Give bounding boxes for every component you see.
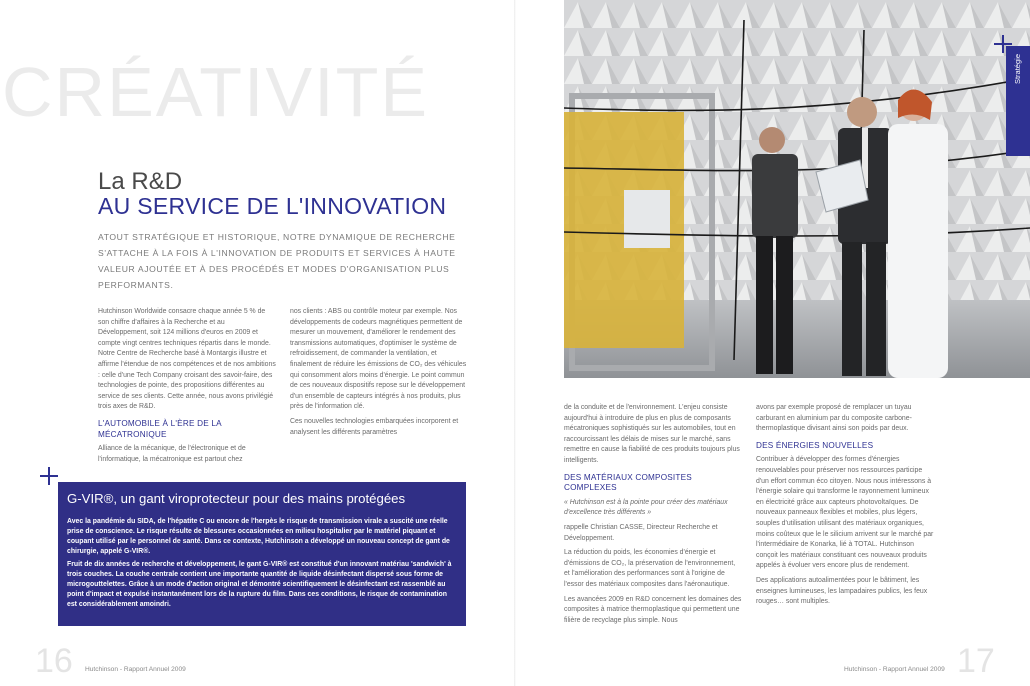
section-tab-label: Stratégie xyxy=(1013,54,1022,85)
paragraph: Alliance de la mécanique, de l'électronique et de l'informatique, la mécatronique est partout chez xyxy=(98,445,246,463)
lab-photo xyxy=(564,0,1030,378)
section-tab xyxy=(1006,46,1030,156)
anechoic-lab-illustration xyxy=(564,0,1030,378)
page-number-left: 16 xyxy=(35,642,73,680)
text-column-2 xyxy=(290,307,468,442)
paragraph: La réduction du poids, les économies d'énergie et d'émissions de CO₂, la préservation de l'environnement, et l'amélioration des performances sont à l'origine de l'essor des matériaux composites dans l'aéronautique. xyxy=(564,549,736,588)
lead-paragraph: ATOUT STRATÉGIQUE ET HISTORIQUE, NOTRE DYNAMIQUE DE RECHERCHE S'ATTACHE À LA FOIS À L'INNOVATION DE PRODUITS ET SERVICES À HAUTE VALEUR AJOUTÉE ET À DES PROCÉDÉS ET MODES D'ORGANISATION PLUS PERFORMANTS. xyxy=(98,232,456,290)
paragraph: avons par exemple proposé de remplacer un tuyau carburant en aluminium par du composite carbone-thermoplastique divisant ainsi son poids par deux. xyxy=(756,404,912,433)
page-gutter xyxy=(514,0,516,686)
paragraph: Contribuer à développer des formes d'énergies renouvelables pour préserver nos ressources participe d'un effort commun éco citoyen. Nous nous intéressons à l'énergie solaire qui transforme le rayonnement lumineux en électricité grâce aux capteurs photovoltaïques. De nouveaux panneaux flexibles et mobiles, plus légers, souples d'utilisation utilisant des matériaux organiques, moins coûteux que le le silicium arrivent sur le marché par l'intermédiaire de Konarka, lié à TOTAL. Hutchinson conçoit les matériaux constituant ces nouveaux produits appelés à évoluer vers encore plus de rendement. xyxy=(756,456,934,570)
page-number-right: 17 xyxy=(957,642,995,680)
text-column-3 xyxy=(564,403,742,630)
paragraph: Des applications autoalimentées pour le bâtiment, les enseignes lumineuses, les lampadaires publics, les feux rouges… sont multiples. xyxy=(756,576,928,606)
section-heading-mecatronique: L'AUTOMOBILE À L'ÈRE DE LA MÉCATRONIQUE xyxy=(98,418,222,439)
paragraph: de la conduite et de l'environnement. L'enjeu consiste aujourd'hui à introduire de plus en plus de composants mécatroniques sophistiqués sur les automobiles, tout en raccourcissant les délais de mises sur le marché, sans remettre en cause la fiabilité de ces produits toujours plus intelligents. xyxy=(564,404,740,464)
footer-left: Hutchinson - Rapport Annuel 2009 xyxy=(85,666,186,673)
footer-right: Hutchinson - Rapport Annuel 2009 xyxy=(844,666,945,673)
section-heading-composites: DES MATÉRIAUX COMPOSITES COMPLEXES xyxy=(564,472,692,493)
pull-quote: « Hutchinson est à la pointe pour créer des matériaux d'excellence très différents » xyxy=(564,498,728,517)
boxout-paragraph: Fruit de dix années de recherche et développement, le gant G-VIR® est constitué d'un innovant matériau 'sandwich' à trois couches. La couche centrale contient une importante quantité de liquide désinfectant dispersé sous forme de microgouttelettes. Grâce à un mode d'action original et démontré scientifiquement le désinfectant est rassemblé au point d'impact et expulsé instantanément lors de la rupture du film. Dans ces conditions, le risque de contamination est considérablement amoindri. xyxy=(67,561,452,608)
paragraph: Les avancées 2009 en R&D concernent les domaines des composites à matrice thermoplastique qui permettent une filière de recyclage plus simple. Nous xyxy=(564,595,742,624)
boxout-title: G-VIR®, un gant viroprotecteur pour des mains protégées xyxy=(67,491,406,506)
gvir-boxout xyxy=(58,482,466,626)
paragraph: nos clients : ABS ou contrôle moteur par exemple. Nos développements de codeurs magnétiques permettent de mesurer un mouvement, d'améliorer le rendement des transmissions automatiques, d'optimiser le système de refroidissement, de commander la ventilation, et finalement de réduire les émissions de CO₂ des véhicules qui consomment alors moins d'énergie. Le point commun de ces nouveaux dispositifs repose sur le développement d'un ensemble de capteurs intégrés à nos produits, plus près de l'information clé. xyxy=(290,308,467,411)
title-line-2: AU SERVICE DE L'INNOVATION xyxy=(98,193,447,219)
watermark-heading: CRÉATIVITÉ xyxy=(2,53,430,131)
text-column-4 xyxy=(756,403,934,612)
boxout-paragraph: Avec la pandémie du SIDA, de l'hépatite C ou encore de l'herpès le risque de transmission virale a suscité une réelle prise de conscience. Le risque résulte de blessures occasionnées en milieu hospitalier par le matériel piquant et coupant utilisé par le personnel de santé. Dans ce contexte, Hutchinson a développé un nouveau concept de gant de chirurgie, appelé G-VIR®. xyxy=(67,518,450,555)
plus-icon xyxy=(40,467,58,485)
section-heading-energies: DES ÉNERGIES NOUVELLES xyxy=(756,440,874,450)
title-line-1: La R&D xyxy=(98,168,183,195)
paragraph: Hutchinson Worldwide consacre chaque année 5 % de son chiffre d'affaires à la Recherche et au Développement, soit 124 millions d'euros en 2009 et compte vingt centres techniques répartis dans le monde. Notre Centre de Recherche basé à Montargis illustre et affirme l'étendue de nos compétences et de nos ambitions : celle d'une Tech Company croisant des savoir-faire, des technologies de pointe, des propositions différentes au service de ses clients. Cette année, nous avons privilégié trois axes de R&D. xyxy=(98,308,276,411)
quote-attribution: rappelle Christian CASSE, Directeur Recherche et Développement. xyxy=(564,523,718,542)
text-column-1 xyxy=(98,307,276,469)
paragraph: Ces nouvelles technologies embarquées incorporent et analysent les différents paramètres xyxy=(290,417,459,436)
